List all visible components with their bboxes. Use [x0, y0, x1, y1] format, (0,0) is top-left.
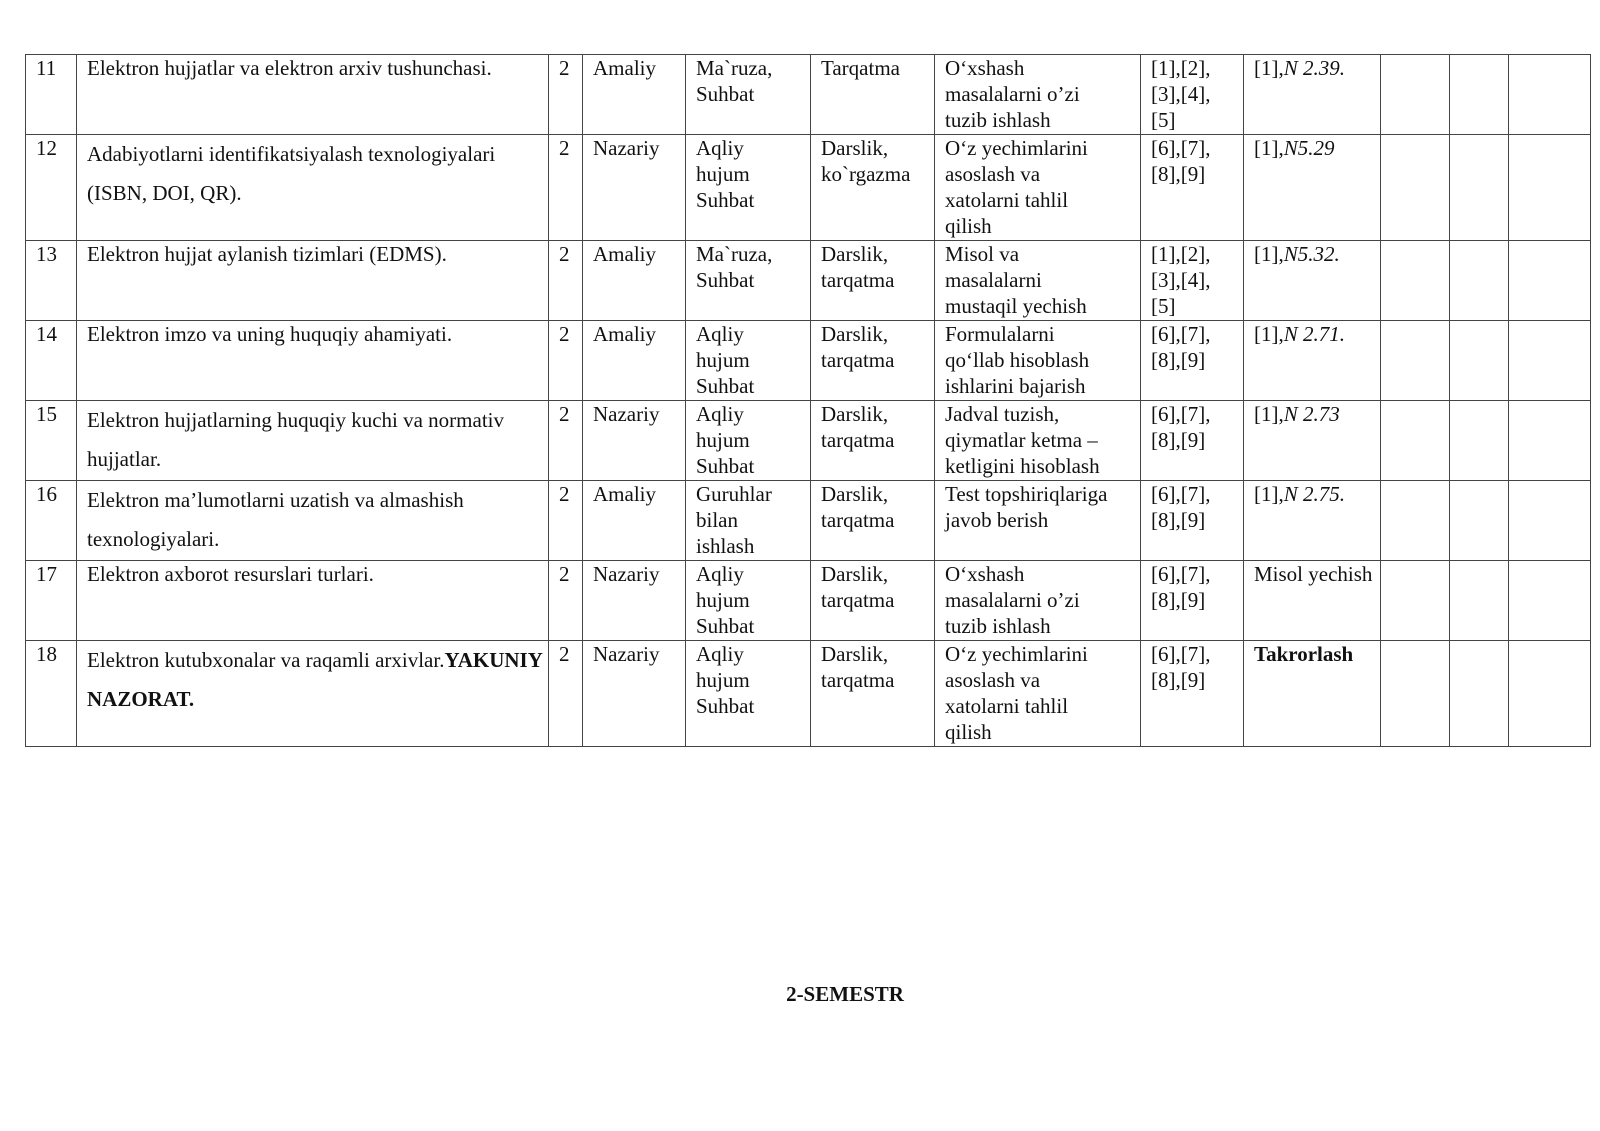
task-cell-line: Jadval tuzish,	[945, 402, 1060, 426]
material-cell-line: Darslik,	[821, 642, 889, 666]
method-cell-line: Suhbat	[696, 454, 755, 478]
row-number-cell: 11	[26, 55, 77, 135]
lesson-type-cell: Nazariy	[583, 641, 686, 747]
material-cell	[811, 481, 935, 561]
exercise-text: N 2.39.	[1283, 56, 1346, 80]
references-cell	[1141, 55, 1244, 135]
task-cell-line: qilish	[945, 720, 992, 744]
empty-cell	[1381, 641, 1450, 747]
references-cell-line: [8],[9]	[1151, 162, 1206, 186]
task-cell	[935, 561, 1141, 641]
empty-cell	[1450, 561, 1509, 641]
method-cell-line: Aqliy	[696, 402, 744, 426]
exercise-cell	[1244, 641, 1381, 747]
material-cell-line: tarqatma	[821, 668, 895, 692]
exercise-text: N 2.73	[1283, 402, 1340, 426]
task-cell	[935, 641, 1141, 747]
task-cell-line: asoslash va	[945, 162, 1041, 186]
method-cell	[686, 135, 811, 241]
exercise-text: N 2.71.	[1283, 322, 1346, 346]
method-cell-line: Ma`ruza,	[696, 242, 773, 266]
topic-text: Elektron hujjatlar va elektron arxiv tushunchasi.	[87, 56, 492, 80]
method-cell	[686, 401, 811, 481]
material-cell-line: Tarqatma	[821, 56, 900, 80]
topic-bold-text: YAKUNIY NAZORAT.	[87, 648, 543, 711]
references-cell-line: [8],[9]	[1151, 668, 1206, 692]
material-cell-line: tarqatma	[821, 428, 895, 452]
exercise-cell	[1244, 321, 1381, 401]
references-cell	[1141, 561, 1244, 641]
material-cell-line: Darslik,	[821, 562, 889, 586]
row-number-cell: 15	[26, 401, 77, 481]
topic-cell	[77, 401, 549, 481]
method-cell-line: Suhbat	[696, 188, 755, 212]
empty-cell	[1509, 135, 1591, 241]
lesson-type-cell: Nazariy	[583, 561, 686, 641]
method-cell-line: Suhbat	[696, 694, 755, 718]
exercise-cell	[1244, 481, 1381, 561]
empty-cell	[1381, 135, 1450, 241]
hours-cell: 2	[549, 55, 583, 135]
method-cell-line: Aqliy	[696, 562, 744, 586]
table-row	[26, 481, 1591, 561]
table-row	[26, 561, 1591, 641]
schedule-table	[25, 54, 1591, 747]
method-cell-line: Ma`ruza,	[696, 56, 773, 80]
task-cell-line: asoslash va	[945, 668, 1041, 692]
table-row	[26, 55, 1591, 135]
references-cell-line: [8],[9]	[1151, 428, 1206, 452]
references-cell-line: [6],[7],	[1151, 136, 1211, 160]
references-cell	[1141, 241, 1244, 321]
exercise-text: N5.32.	[1283, 242, 1340, 266]
empty-cell	[1509, 561, 1591, 641]
method-cell-line: Suhbat	[696, 614, 755, 638]
material-cell	[811, 641, 935, 747]
method-cell-line: hujum	[696, 588, 750, 612]
empty-cell	[1450, 321, 1509, 401]
method-cell-line: Suhbat	[696, 374, 755, 398]
hours-cell: 2	[549, 321, 583, 401]
task-cell-line: ketligini hisoblash	[945, 454, 1100, 478]
method-cell-line: Aqliy	[696, 642, 744, 666]
method-cell-line: hujum	[696, 162, 750, 186]
topic-cell	[77, 55, 549, 135]
hours-cell: 2	[549, 561, 583, 641]
lesson-type-cell: Amaliy	[583, 241, 686, 321]
row-number-cell: 16	[26, 481, 77, 561]
exercise-cell	[1244, 561, 1381, 641]
lesson-type-cell: Amaliy	[583, 481, 686, 561]
task-cell-line: masalalarni o’zi	[945, 588, 1080, 612]
task-cell-line: tuzib ishlash	[945, 108, 1051, 132]
task-cell-line: qiymatlar ketma –	[945, 428, 1098, 452]
hours-cell: 2	[549, 401, 583, 481]
empty-cell	[1381, 321, 1450, 401]
material-cell	[811, 401, 935, 481]
table-row	[26, 401, 1591, 481]
task-cell-line: xatolarni tahlil	[945, 694, 1069, 718]
method-cell-line: bilan	[696, 508, 738, 532]
material-cell	[811, 135, 935, 241]
task-cell-line: mustaqil yechish	[945, 294, 1087, 318]
method-cell-line: Aqliy	[696, 322, 744, 346]
lesson-type-cell: Nazariy	[583, 135, 686, 241]
empty-cell	[1509, 55, 1591, 135]
task-cell-line: javob berish	[945, 508, 1049, 532]
task-cell-line: O‘xshash	[945, 56, 1025, 80]
material-cell-line: tarqatma	[821, 268, 895, 292]
task-cell	[935, 135, 1141, 241]
empty-cell	[1381, 561, 1450, 641]
task-cell-line: qilish	[945, 214, 992, 238]
topic-text: Elektron axborot resurslari turlari.	[87, 562, 374, 586]
topic-text: Elektron ma’lumotlarni uzatish va almashish texnologiyalari.	[87, 488, 464, 551]
material-cell-line: ko`rgazma	[821, 162, 911, 186]
exercise-text: Takrorlash	[1254, 642, 1354, 666]
lesson-type-cell: Amaliy	[583, 321, 686, 401]
lesson-type-cell: Amaliy	[583, 55, 686, 135]
table-row	[26, 241, 1591, 321]
table-row	[26, 321, 1591, 401]
topic-cell	[77, 321, 549, 401]
empty-cell	[1509, 481, 1591, 561]
method-cell	[686, 55, 811, 135]
method-cell-line: ishlash	[696, 534, 755, 558]
references-cell-line: [6],[7],	[1151, 402, 1211, 426]
exercise-prefix: [1],	[1254, 242, 1284, 266]
references-cell-line: [1],[2],	[1151, 242, 1211, 266]
references-cell-line: [3],[4],	[1151, 268, 1211, 292]
row-number-cell: 17	[26, 561, 77, 641]
row-number-cell: 18	[26, 641, 77, 747]
method-cell-line: Suhbat	[696, 268, 755, 292]
task-cell-line: Test topshiriqlariga	[945, 482, 1108, 506]
exercise-prefix: [1],	[1254, 136, 1284, 160]
exercise-text: N 2.75.	[1283, 482, 1346, 506]
empty-cell	[1450, 135, 1509, 241]
semester-title: 2-SEMESTR	[786, 982, 904, 1006]
references-cell-line: [5]	[1151, 108, 1176, 132]
references-cell-line: [1],[2],	[1151, 56, 1211, 80]
topic-text: Adabiyotlarni identifikatsiyalash texnologiyalari (ISBN, DOI, QR).	[87, 142, 496, 205]
method-cell-line: hujum	[696, 348, 750, 372]
references-cell-line: [6],[7],	[1151, 482, 1211, 506]
material-cell	[811, 55, 935, 135]
references-cell-line: [8],[9]	[1151, 508, 1206, 532]
task-cell-line: Formulalarni	[945, 322, 1055, 346]
task-cell-line: O‘z yechimlarini	[945, 642, 1088, 666]
exercise-prefix: [1],	[1254, 482, 1284, 506]
method-cell	[686, 241, 811, 321]
row-number-cell: 12	[26, 135, 77, 241]
material-cell-line: tarqatma	[821, 348, 895, 372]
task-cell	[935, 241, 1141, 321]
material-cell	[811, 321, 935, 401]
exercise-prefix: [1],	[1254, 322, 1284, 346]
references-cell	[1141, 401, 1244, 481]
material-cell-line: tarqatma	[821, 508, 895, 532]
task-cell-line: O‘z yechimlarini	[945, 136, 1088, 160]
exercise-cell	[1244, 55, 1381, 135]
references-cell	[1141, 135, 1244, 241]
method-cell	[686, 481, 811, 561]
references-cell-line: [8],[9]	[1151, 348, 1206, 372]
topic-text: Elektron hujjatlarning huquqiy kuchi va normativ hujjatlar.	[87, 408, 504, 471]
references-cell	[1141, 641, 1244, 747]
method-cell-line: hujum	[696, 428, 750, 452]
task-cell-line: O‘xshash	[945, 562, 1025, 586]
exercise-cell	[1244, 401, 1381, 481]
material-cell-line: Darslik,	[821, 402, 889, 426]
table-body	[26, 55, 1591, 747]
empty-cell	[1509, 401, 1591, 481]
hours-cell: 2	[549, 135, 583, 241]
task-cell-line: qo‘llab hisoblash	[945, 348, 1090, 372]
task-cell-line: masalalarni o’zi	[945, 82, 1080, 106]
exercise-cell	[1244, 241, 1381, 321]
empty-cell	[1509, 641, 1591, 747]
empty-cell	[1450, 401, 1509, 481]
method-cell	[686, 641, 811, 747]
empty-cell	[1381, 241, 1450, 321]
references-cell	[1141, 481, 1244, 561]
task-cell-line: tuzib ishlash	[945, 614, 1051, 638]
topic-text: Elektron hujjat aylanish tizimlari (EDMS).	[87, 242, 447, 266]
method-cell	[686, 321, 811, 401]
hours-cell: 2	[549, 641, 583, 747]
row-number-cell: 14	[26, 321, 77, 401]
task-cell-line: Misol va	[945, 242, 1020, 266]
empty-cell	[1381, 481, 1450, 561]
task-cell-line: xatolarni tahlil	[945, 188, 1069, 212]
material-cell-line: Darslik,	[821, 242, 889, 266]
task-cell	[935, 401, 1141, 481]
task-cell	[935, 55, 1141, 135]
method-cell-line: Aqliy	[696, 136, 744, 160]
empty-cell	[1509, 241, 1591, 321]
material-cell-line: Darslik,	[821, 482, 889, 506]
topic-cell	[77, 641, 549, 747]
method-cell	[686, 561, 811, 641]
empty-cell	[1450, 481, 1509, 561]
exercise-text: N5.29	[1283, 136, 1335, 160]
method-cell-line: Suhbat	[696, 82, 755, 106]
material-cell-line: tarqatma	[821, 588, 895, 612]
references-cell-line: [8],[9]	[1151, 588, 1206, 612]
references-cell-line: [3],[4],	[1151, 82, 1211, 106]
empty-cell	[1450, 55, 1509, 135]
hours-cell: 2	[549, 481, 583, 561]
material-cell-line: Darslik,	[821, 322, 889, 346]
task-cell-line: masalalarni	[945, 268, 1042, 292]
material-cell	[811, 561, 935, 641]
task-cell	[935, 481, 1141, 561]
references-cell-line: [6],[7],	[1151, 562, 1211, 586]
references-cell-line: [6],[7],	[1151, 642, 1211, 666]
material-cell	[811, 241, 935, 321]
method-cell-line: hujum	[696, 668, 750, 692]
exercise-prefix: [1],	[1254, 402, 1284, 426]
table-row	[26, 641, 1591, 747]
method-cell-line: Guruhlar	[696, 482, 772, 506]
row-number-cell: 13	[26, 241, 77, 321]
task-cell	[935, 321, 1141, 401]
references-cell-line: [6],[7],	[1151, 322, 1211, 346]
topic-cell	[77, 481, 549, 561]
topic-text: Elektron imzo va uning huquqiy ahamiyati.	[87, 322, 453, 346]
empty-cell	[1450, 241, 1509, 321]
exercise-text: Misol yechish	[1254, 562, 1373, 586]
topic-cell	[77, 241, 549, 321]
exercise-prefix: [1],	[1254, 56, 1284, 80]
empty-cell	[1381, 55, 1450, 135]
topic-cell	[77, 561, 549, 641]
empty-cell	[1381, 401, 1450, 481]
material-cell-line: Darslik,	[821, 136, 889, 160]
references-cell	[1141, 321, 1244, 401]
hours-cell: 2	[549, 241, 583, 321]
task-cell-line: ishlarini bajarish	[945, 374, 1086, 398]
lesson-type-cell: Nazariy	[583, 401, 686, 481]
table-row	[26, 135, 1591, 241]
empty-cell	[1450, 641, 1509, 747]
topic-text: Elektron kutubxonalar va raqamli arxivlar.	[87, 648, 445, 672]
exercise-cell	[1244, 135, 1381, 241]
topic-cell	[77, 135, 549, 241]
empty-cell	[1509, 321, 1591, 401]
references-cell-line: [5]	[1151, 294, 1176, 318]
